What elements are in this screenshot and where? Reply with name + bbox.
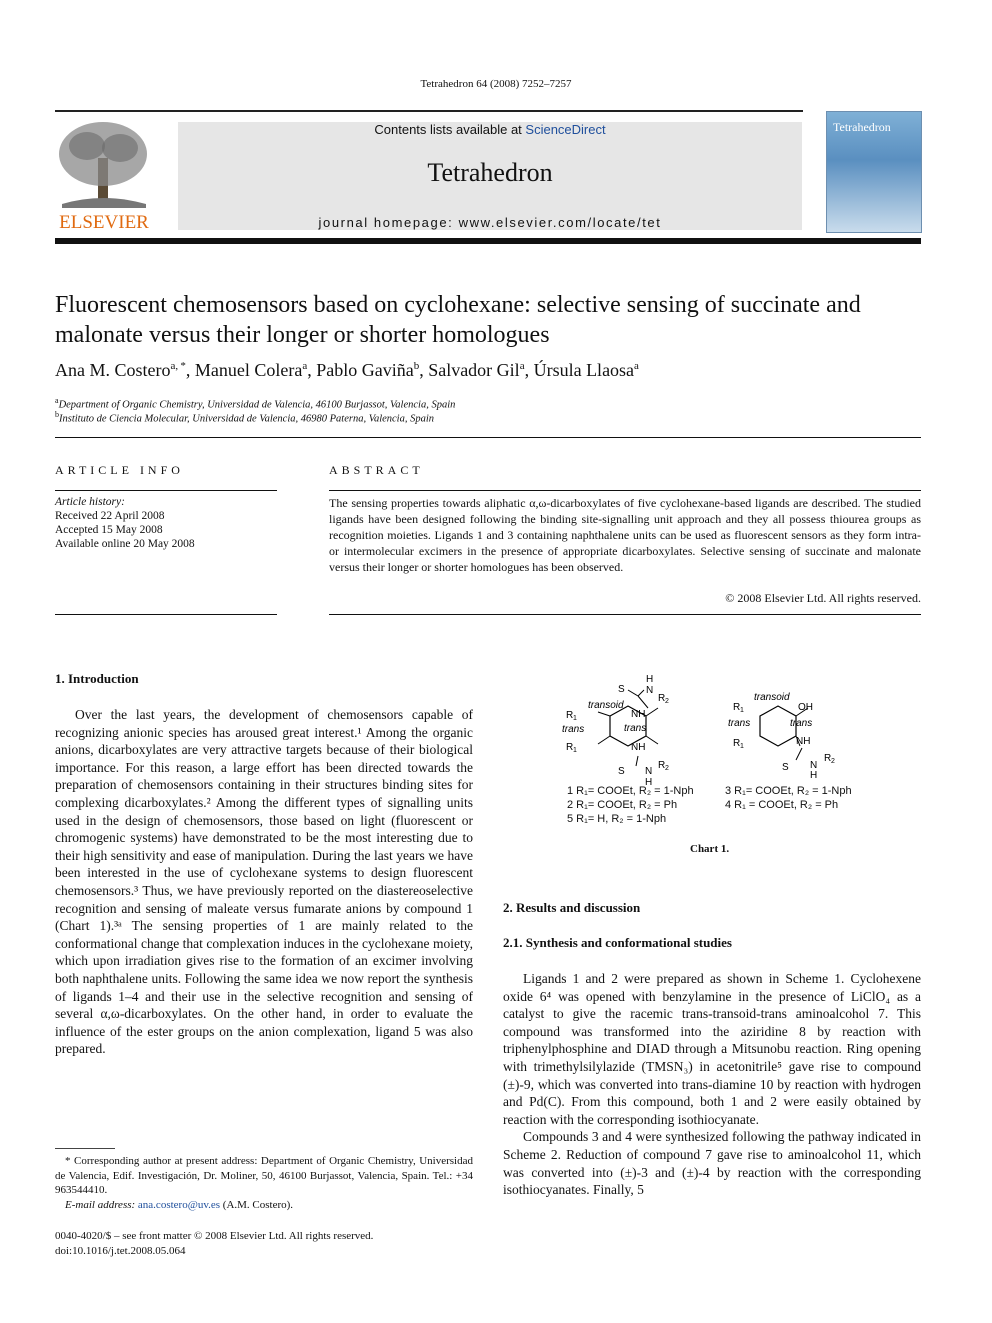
compound-def: 3 R₁= COOEt, R₂ = 1-Nph bbox=[725, 785, 852, 797]
atom-label: H bbox=[645, 777, 653, 788]
results-paragraph: Compounds 3 and 4 were synthesized following the pathway indicated in Scheme 2. Reduction of compound 7 gave rise to aminoalcohol 11, which was converted into (±)-3 and (±)-4 by reaction with the corresponding isothiocyanates. Finally, 5 bbox=[503, 1129, 921, 1198]
stereo-label: trans bbox=[624, 723, 647, 734]
author[interactable]: Manuel Colera bbox=[194, 360, 303, 380]
journal-name: Tetrahedron bbox=[427, 158, 553, 187]
article-info-heading: ARTICLE INFO bbox=[55, 463, 184, 477]
chart-caption: Chart 1. bbox=[690, 843, 730, 855]
results-body bbox=[503, 970, 921, 1199]
intro-heading: 1. Introduction bbox=[55, 671, 139, 686]
author-sup: a bbox=[302, 360, 308, 372]
results-paragraph: Ligands 1 and 2 were prepared as shown in Scheme 1. Cyclohexene oxide 6⁴ was opened with benzylamine in the presence of LiClO₄ as a catalyst to give the racemic trans-transoid-trans aminoalcohol 7. This compound was transformed into the aziridine 8 by reaction with triphenylphosphine and DIAD through a Mitsunobu reaction. Ring opening with trimethylsilylazide (TMSN₃) in acetonitrile⁵ gave rise to compound (±)-9, which was converted into trans-diamine 10 by reaction with hydrogen and Pd(C). From this compound, both 1 and 2 were easily obtained by reaction with the corresponding isothiocyanate. bbox=[503, 971, 921, 1127]
abstract-text: The sensing properties towards aliphatic α,ω-dicarboxylates of five cyclohexane-based ligands are described. The studied ligands have been designed following the binding site-signalling unit approach and they all possess thiourea groups as recognition moieties. Ligands 1 and 3 containing naphthalene units can be used as fluorescent sensors as they form intra- or intermolecular excimers in the presence of appropriate dicarboxylates. Selective sensing of succinate and malonate versus their longer or shorter homologues has been observed. bbox=[329, 496, 921, 574]
bond bbox=[646, 708, 658, 716]
atom-label: R bbox=[824, 753, 832, 764]
stereo-label: transoid bbox=[754, 692, 790, 703]
info-rule bbox=[55, 490, 277, 491]
info-bottom-rule bbox=[55, 614, 277, 615]
bond bbox=[598, 736, 610, 744]
author[interactable]: Salvador Gil bbox=[428, 360, 520, 380]
doi-line[interactable]: doi:10.1016/j.tet.2008.05.064 bbox=[55, 1244, 186, 1257]
atom-label: 1 bbox=[573, 715, 577, 722]
results-heading: 2. Results and discussion bbox=[503, 900, 641, 915]
author-sup: a bbox=[634, 360, 639, 372]
atom-label: 1 bbox=[573, 747, 577, 754]
atom-label: R bbox=[733, 738, 741, 749]
section-rule bbox=[55, 437, 921, 438]
journal-cover-image bbox=[826, 111, 922, 233]
author-sup: b bbox=[413, 360, 420, 372]
sciencedirect-link[interactable]: ScienceDirect bbox=[525, 122, 606, 137]
email-label: E-mail address: bbox=[65, 1198, 138, 1211]
chart-legend-left bbox=[567, 784, 694, 826]
atom-label: NH bbox=[631, 742, 646, 753]
author[interactable]: Ana M. Costero bbox=[55, 360, 171, 380]
atom-label: OH bbox=[798, 702, 813, 713]
atom-label: S bbox=[618, 684, 625, 695]
bond bbox=[796, 748, 802, 760]
atom-label: H bbox=[810, 770, 818, 781]
header-thick-rule bbox=[55, 238, 921, 244]
author[interactable]: Pablo Gaviña bbox=[316, 360, 414, 380]
article-title: Fluorescent chemosensors based on cyclohexane: selective sensing of succinate and malonate versus their longer or shorter homologues bbox=[55, 292, 861, 348]
contents-prefix: Contents lists available at bbox=[374, 122, 526, 137]
atom-label: H bbox=[646, 674, 654, 685]
email-note bbox=[55, 1198, 473, 1213]
stereo-label: trans bbox=[728, 718, 751, 729]
elsevier-tree-icon bbox=[52, 118, 156, 232]
synthesis-subheading: 2.1. Synthesis and conformational studies bbox=[503, 935, 732, 950]
atom-label: R bbox=[566, 710, 574, 721]
affiliation-sup: b bbox=[55, 410, 59, 419]
author-sup: a bbox=[519, 360, 525, 372]
journal-citation: Tetrahedron 64 (2008) 7252–7257 bbox=[420, 78, 572, 90]
bond bbox=[638, 696, 648, 708]
atom-label: R bbox=[658, 760, 666, 771]
compound-def: 2 R₁= COOEt, R₂ = Ph bbox=[567, 799, 678, 811]
affiliation-sup: a bbox=[55, 396, 59, 405]
stereo-label: trans bbox=[790, 718, 813, 729]
publisher-name: ELSEVIER bbox=[59, 212, 149, 232]
received-date: Received 22 April 2008 bbox=[55, 510, 165, 522]
compound-def: 1 R₁= COOEt, R₂ = 1-Nph bbox=[567, 785, 694, 797]
atom-label: R bbox=[658, 693, 666, 704]
abstract-copyright: © 2008 Elsevier Ltd. All rights reserved. bbox=[725, 591, 921, 605]
atom-label: 1 bbox=[740, 743, 744, 750]
atom-label: NH bbox=[631, 709, 646, 720]
atom-label: 2 bbox=[831, 758, 835, 765]
abstract-rule bbox=[329, 490, 921, 491]
affiliation bbox=[55, 396, 455, 411]
intro-paragraph: Over the last years, the development of chemosensors capable of recognizing anionic species has aroused great interest.¹ Among the organic anions, dicarboxylates are very attractive targets because of their biological importance. For this reason, a large effort has been directed towards the preparation of chemosensors containing in their structures binding sites for complexing dicarboxylates.² Among the different types of signalling units used in the design of chemosensors, those based on light (fluorescent or chromogenic systems) have demonstrated to be the most interesting due to their high sensitivity and ease of manipulation. During the last years we have been interested in the use of cyclohexane systems to design fluorescent chemosensors.³ Thus, we have previously reported on the diastereoselective recognition and sensing of maleate versus fumarate anions by compound 1 (Chart 1).³ᵃ The sensing properties of 1 are mainly related to the conformational change that complexation induces in the cyclohexane moiety, which upon irradiation gives rise to the formation of an excimer involving both naphthalene units. Following the same idea we now report the synthesis of ligands 1–4 and their use in the selective recognition and sensing of several α,ω-dicarboxylates. On the other hand, in order to evaluate the influence of the ester groups on the anion complexation, ligand 5 was also prepared. bbox=[55, 707, 473, 1057]
author-list: Ana M. Costero$^{a, *}$, Manuel Colera$^a$, Pablo Gaviña$^b$, Salvador Gil$^a$, Úrsula Llaosa$^a$ bbox=[55, 360, 639, 380]
author-sup: a, * bbox=[170, 360, 186, 372]
stereo-label: transoid bbox=[588, 700, 624, 711]
front-matter bbox=[55, 1229, 473, 1258]
abstract-heading: ABSTRACT bbox=[329, 463, 424, 477]
journal-banner bbox=[178, 122, 802, 230]
elsevier-logo bbox=[52, 118, 156, 232]
atom-label: 2 bbox=[665, 698, 669, 705]
bond bbox=[646, 736, 658, 744]
contents-line bbox=[178, 122, 802, 137]
journal-homepage[interactable]: journal homepage: www.elsevier.com/locate/tet bbox=[318, 215, 662, 230]
accepted-date: Accepted 15 May 2008 bbox=[55, 524, 163, 536]
affiliation-text: Department of Organic Chemistry, Universidad de Valencia, 46100 Burjassot, Valencia, Spain bbox=[58, 399, 456, 411]
atom-label: R bbox=[733, 702, 741, 713]
author[interactable]: Úrsula Llaosa bbox=[533, 360, 635, 380]
atom-label: N bbox=[645, 766, 653, 777]
atom-label: N bbox=[810, 760, 818, 771]
footnotes bbox=[55, 1154, 473, 1212]
issn-line: 0040-4020/$ – see front matter © 2008 Elsevier Ltd. All rights reserved. bbox=[55, 1230, 374, 1242]
atom-label: NH bbox=[796, 736, 811, 747]
compound-def: 4 R₁ = COOEt, R₂ = Ph bbox=[725, 799, 839, 811]
compound-def: 5 R₁= H, R₂ = 1-Nph bbox=[567, 813, 667, 825]
chart-legend-right bbox=[725, 784, 852, 812]
header-rule bbox=[55, 110, 803, 112]
atom-label: 1 bbox=[740, 707, 744, 714]
email-link[interactable]: ana.costero@uv.es bbox=[137, 1198, 221, 1211]
atom-label: S bbox=[618, 766, 625, 777]
cover-title: Tetrahedron bbox=[833, 120, 891, 134]
online-date: Available online 20 May 2008 bbox=[55, 538, 195, 550]
history-label: Article history: bbox=[55, 496, 125, 508]
atom-label: N bbox=[646, 685, 654, 696]
bond bbox=[636, 756, 638, 766]
affiliation-text: Instituto de Ciencia Molecular, Universidad de Valencia, 46980 Paterna, Valencia, Spain bbox=[59, 413, 435, 425]
bond bbox=[598, 712, 610, 716]
stereo-label: trans bbox=[562, 724, 585, 735]
bond bbox=[628, 690, 638, 696]
article-history bbox=[55, 495, 277, 551]
atom-label: R bbox=[566, 742, 574, 753]
abstract-bottom-rule bbox=[329, 614, 921, 615]
email-suffix: (A.M. Costero). bbox=[220, 1198, 294, 1211]
bond bbox=[638, 690, 644, 696]
corresponding-note: * Corresponding author at present address: Department of Organic Chemistry, Universidad de Valencia, Edif. Investigación, Dr. Moliner, 50, 46100 Burjassot, Valencia, Spain. Tel.: +34 963544410. bbox=[55, 1155, 473, 1196]
intro-body bbox=[55, 706, 473, 1058]
atom-label: S bbox=[782, 762, 789, 773]
affiliation bbox=[55, 410, 434, 425]
footnote-rule bbox=[55, 1148, 115, 1149]
atom-label: 2 bbox=[665, 765, 669, 772]
